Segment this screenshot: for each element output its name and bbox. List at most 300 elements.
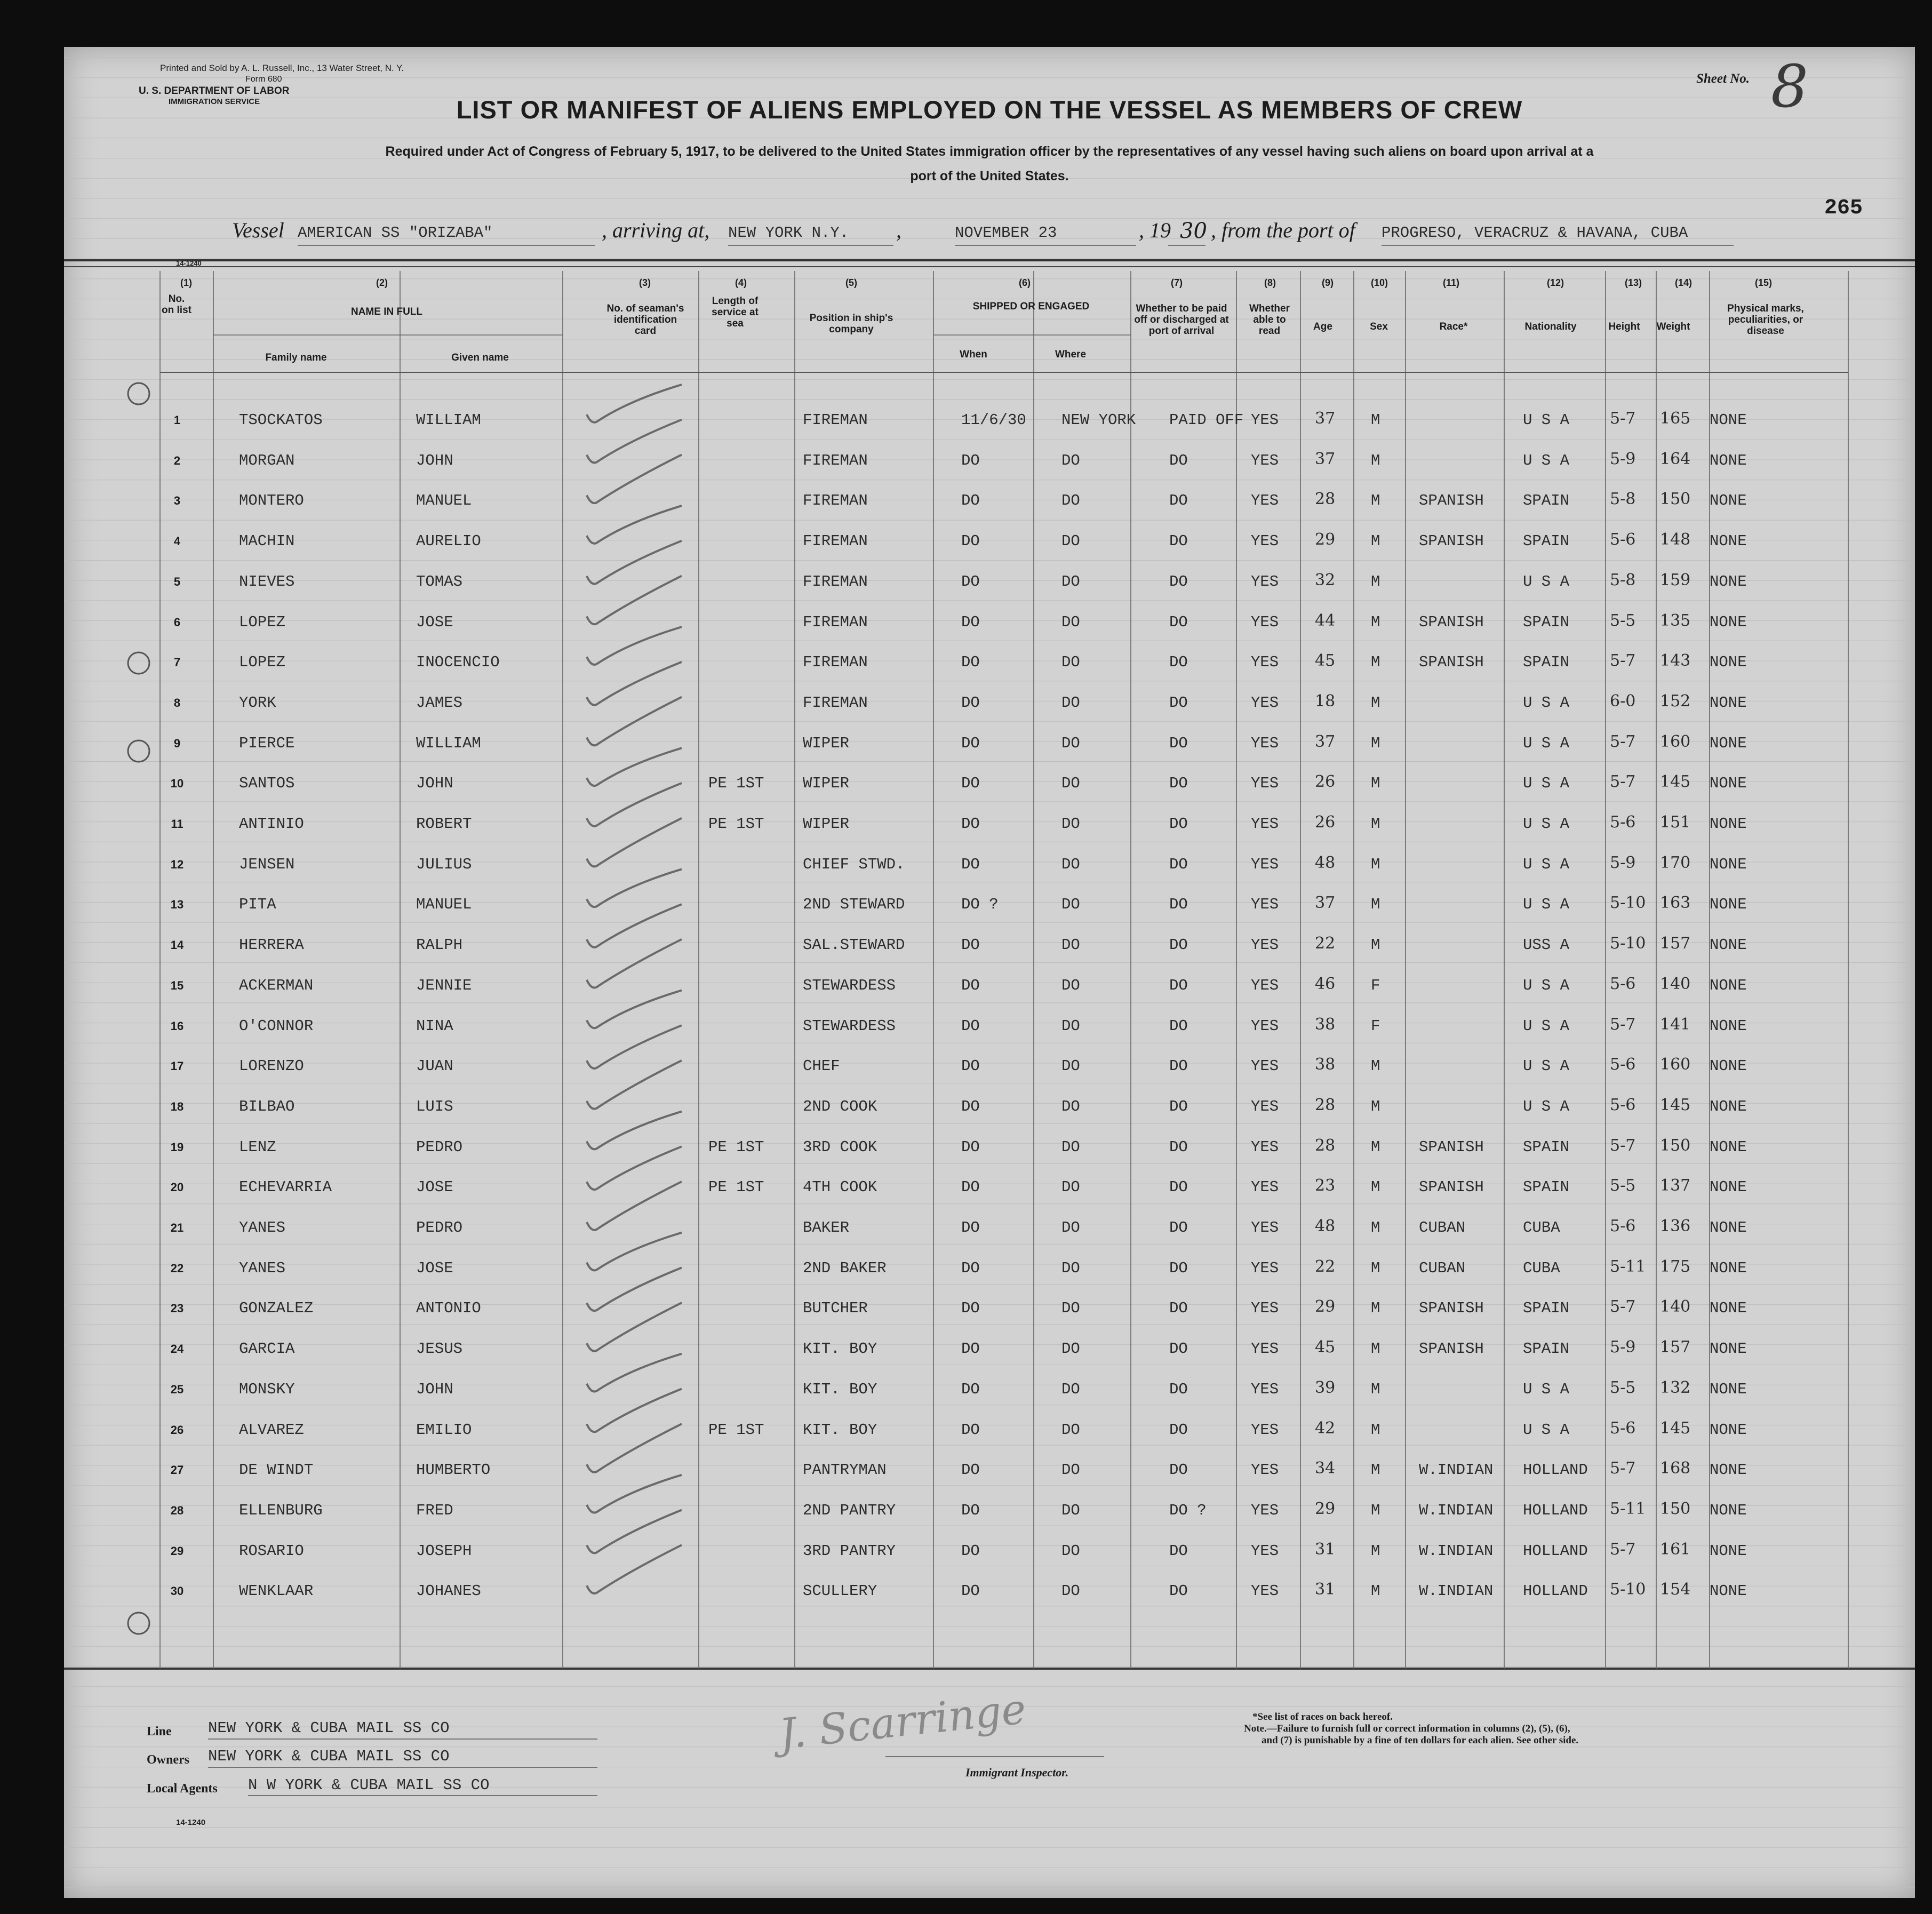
physical-marks: NONE bbox=[1710, 451, 1747, 469]
col-num-11: (11) bbox=[1443, 277, 1460, 288]
nationality: CUBA bbox=[1523, 1259, 1560, 1277]
able-to-read: YES bbox=[1251, 1299, 1279, 1318]
given-name: INOCENCIO bbox=[416, 653, 500, 672]
header-family-name: Family name bbox=[265, 352, 327, 363]
col-num-5: (5) bbox=[845, 277, 857, 288]
footer-form-number: 14-1240 bbox=[176, 1818, 206, 1827]
physical-marks: NONE bbox=[1710, 532, 1747, 551]
age: 45 bbox=[1315, 1338, 1336, 1357]
given-name: JULIUS bbox=[416, 855, 472, 873]
height: 5-7 bbox=[1610, 651, 1636, 671]
physical-marks: NONE bbox=[1710, 734, 1747, 752]
row-number: 24 bbox=[170, 1342, 184, 1356]
header-sex: Sex bbox=[1370, 321, 1388, 332]
paid-off-status: DO ? bbox=[1169, 1501, 1207, 1519]
weight: 170 bbox=[1660, 853, 1691, 872]
shipped-where: DO bbox=[1061, 613, 1080, 631]
vessel-label: Vessel bbox=[232, 218, 284, 242]
paid-off-status: DO bbox=[1169, 572, 1188, 591]
row-number: 30 bbox=[170, 1584, 184, 1598]
pencil-check-mark bbox=[587, 506, 682, 544]
binder-hole bbox=[128, 1613, 149, 1634]
able-to-read: YES bbox=[1251, 1582, 1279, 1600]
shipped-when: DO bbox=[961, 815, 980, 833]
nationality: HOLLAND bbox=[1523, 1542, 1588, 1560]
height: 5-7 bbox=[1610, 732, 1636, 751]
family-name: ACKERMAN bbox=[239, 976, 314, 994]
position: SCULLERY bbox=[803, 1582, 877, 1600]
family-name: ALVAREZ bbox=[239, 1421, 304, 1439]
able-to-read: YES bbox=[1251, 572, 1279, 591]
height: 5-11 bbox=[1610, 1257, 1646, 1276]
row-number: 11 bbox=[171, 817, 183, 831]
nationality: HOLLAND bbox=[1523, 1461, 1588, 1479]
weight: 145 bbox=[1660, 772, 1691, 792]
shipped-when: DO bbox=[961, 613, 980, 631]
weight: 160 bbox=[1660, 732, 1691, 751]
arriving-label: , arriving at, bbox=[602, 218, 710, 242]
age: 28 bbox=[1315, 1095, 1336, 1114]
paid-off-status: DO bbox=[1169, 613, 1188, 631]
nationality: U S A bbox=[1523, 572, 1570, 591]
position: 4TH COOK bbox=[803, 1178, 877, 1197]
able-to-read: YES bbox=[1251, 1017, 1279, 1035]
nationality: U S A bbox=[1523, 693, 1570, 712]
binder-hole bbox=[128, 652, 149, 674]
sex: F bbox=[1371, 976, 1380, 994]
age: 31 bbox=[1315, 1540, 1336, 1559]
nationality: U S A bbox=[1523, 1017, 1570, 1035]
able-to-read: YES bbox=[1251, 1461, 1279, 1479]
paid-off-status: DO bbox=[1169, 1421, 1188, 1439]
position: CHIEF STWD. bbox=[803, 855, 905, 873]
form-number: Form 680 bbox=[245, 75, 282, 84]
nationality: SPAIN bbox=[1523, 1138, 1570, 1156]
shipped-when: DO ? bbox=[961, 896, 999, 914]
nationality: U S A bbox=[1523, 896, 1570, 914]
row-number: 25 bbox=[170, 1382, 184, 1396]
row-number: 22 bbox=[170, 1261, 184, 1275]
shipped-where: DO bbox=[1061, 1299, 1080, 1318]
row-number: 10 bbox=[170, 777, 184, 791]
sex: M bbox=[1371, 1461, 1380, 1479]
footer-agents-label: Local Agents bbox=[147, 1782, 218, 1796]
age: 37 bbox=[1315, 409, 1336, 428]
sex: M bbox=[1371, 1097, 1380, 1115]
col-num-12: (12) bbox=[1547, 277, 1564, 288]
vessel-name: AMERICAN SS "ORIZABA" bbox=[298, 224, 493, 242]
height: 5-5 bbox=[1610, 1378, 1636, 1397]
height: 5-6 bbox=[1610, 1095, 1636, 1114]
shipped-where: DO bbox=[1061, 1340, 1080, 1358]
position: PANTRYMAN bbox=[803, 1461, 887, 1479]
nationality: SPAIN bbox=[1523, 1299, 1570, 1318]
able-to-read: YES bbox=[1251, 653, 1279, 672]
family-name: MACHIN bbox=[239, 532, 295, 551]
weight: 145 bbox=[1660, 1095, 1691, 1114]
col-num-8: (8) bbox=[1264, 277, 1276, 288]
row-number: 27 bbox=[170, 1463, 184, 1477]
race: SPANISH bbox=[1419, 1138, 1484, 1156]
height: 5-8 bbox=[1610, 570, 1636, 589]
sex: M bbox=[1371, 936, 1380, 954]
sex: M bbox=[1371, 693, 1380, 712]
shipped-where: DO bbox=[1061, 1138, 1080, 1156]
shipped-where: DO bbox=[1061, 693, 1080, 712]
family-name: YORK bbox=[239, 693, 276, 712]
physical-marks: NONE bbox=[1710, 936, 1747, 954]
race: SPANISH bbox=[1419, 1340, 1484, 1358]
row-number: 21 bbox=[170, 1221, 184, 1234]
height: 5-6 bbox=[1610, 974, 1636, 993]
paid-off-status: DO bbox=[1169, 1057, 1188, 1075]
height: 5-9 bbox=[1610, 1338, 1636, 1357]
shipped-where: DO bbox=[1061, 936, 1080, 954]
age: 26 bbox=[1315, 813, 1336, 832]
col-num-10: (10) bbox=[1371, 277, 1388, 288]
position: KIT. BOY bbox=[803, 1421, 877, 1439]
age: 46 bbox=[1315, 974, 1336, 993]
weight: 150 bbox=[1660, 1499, 1691, 1518]
shipped-when: DO bbox=[961, 1178, 980, 1197]
race: SPANISH bbox=[1419, 492, 1484, 510]
nationality: SPAIN bbox=[1523, 532, 1570, 551]
pencil-check-mark bbox=[587, 869, 682, 907]
sex: M bbox=[1371, 1057, 1380, 1075]
subtitle-line-1: Required under Act of Congress of February 5, 1917, to be delivered to the United States immigration officer by the representatives of any vessel having such aliens on board upon arrival at a bbox=[385, 144, 1594, 159]
shipped-where: DO bbox=[1061, 1178, 1080, 1197]
shipped-where: DO bbox=[1061, 492, 1080, 510]
weight: 145 bbox=[1660, 1418, 1691, 1438]
age: 31 bbox=[1315, 1580, 1336, 1599]
printer-credit: Printed and Sold by A. L. Russell, Inc., 13 Water Street, N. Y. bbox=[160, 63, 404, 73]
family-name: GONZALEZ bbox=[239, 1299, 314, 1318]
col-num-7: (7) bbox=[1171, 277, 1183, 288]
sex: M bbox=[1371, 1582, 1380, 1600]
physical-marks: NONE bbox=[1710, 572, 1747, 591]
row-number: 18 bbox=[170, 1099, 184, 1113]
race: SPANISH bbox=[1419, 613, 1484, 631]
physical-marks: NONE bbox=[1710, 1542, 1747, 1560]
position: CHEF bbox=[803, 1057, 840, 1075]
shipped-when: DO bbox=[961, 1461, 980, 1479]
pencil-check-mark bbox=[587, 420, 682, 463]
length-of-service: PE 1ST bbox=[708, 775, 764, 793]
sex: M bbox=[1371, 815, 1380, 833]
paid-off-status: DO bbox=[1169, 976, 1188, 994]
shipped-where: DO bbox=[1061, 1057, 1080, 1075]
shipped-when: DO bbox=[961, 1097, 980, 1115]
shipped-where: DO bbox=[1061, 451, 1080, 469]
weight: 135 bbox=[1660, 611, 1691, 630]
pencil-check-mark bbox=[587, 904, 682, 947]
paid-off-status: DO bbox=[1169, 1138, 1188, 1156]
pencil-check-mark bbox=[587, 541, 682, 584]
sex: M bbox=[1371, 1138, 1380, 1156]
nationality: U S A bbox=[1523, 734, 1570, 752]
pencil-check-mark bbox=[587, 627, 682, 665]
header-weight: Weight bbox=[1656, 321, 1690, 332]
sex: M bbox=[1371, 1340, 1380, 1358]
physical-marks: NONE bbox=[1710, 1057, 1747, 1075]
able-to-read: YES bbox=[1251, 1340, 1279, 1358]
physical-marks: NONE bbox=[1710, 1421, 1747, 1439]
able-to-read: YES bbox=[1251, 775, 1279, 793]
shipped-when: DO bbox=[961, 976, 980, 994]
height: 5-9 bbox=[1610, 449, 1636, 468]
weight: 161 bbox=[1660, 1540, 1691, 1559]
header-shipped-engaged: SHIPPED OR ENGAGED bbox=[972, 301, 1090, 312]
family-name: ROSARIO bbox=[239, 1542, 304, 1560]
weight: 157 bbox=[1660, 934, 1691, 953]
able-to-read: YES bbox=[1251, 1542, 1279, 1560]
shipped-when: DO bbox=[961, 1380, 980, 1398]
nationality: U S A bbox=[1523, 976, 1570, 994]
departure-ports: PROGRESO, VERACRUZ & HAVANA, CUBA bbox=[1382, 224, 1688, 242]
height: 5-7 bbox=[1610, 1015, 1636, 1034]
paid-off-status: PAID OFF bbox=[1169, 411, 1244, 429]
shipped-where: DO bbox=[1061, 734, 1080, 752]
col-num-4: (4) bbox=[735, 277, 747, 288]
given-name: EMILIO bbox=[416, 1421, 472, 1439]
service-name: IMMIGRATION SERVICE bbox=[169, 97, 260, 106]
physical-marks: NONE bbox=[1710, 1340, 1747, 1358]
given-name: MANUEL bbox=[416, 896, 472, 914]
given-name: PEDRO bbox=[416, 1138, 463, 1156]
family-name: MONTERO bbox=[239, 492, 304, 510]
sex: M bbox=[1371, 653, 1380, 672]
header-no-on-list: No. on list bbox=[162, 293, 191, 316]
inspector-signature: J. Scarringe bbox=[777, 1685, 1028, 1759]
length-of-service: PE 1ST bbox=[708, 1138, 764, 1156]
given-name: ROBERT bbox=[416, 815, 472, 833]
family-name: WENKLAAR bbox=[239, 1582, 314, 1600]
family-name: LOPEZ bbox=[239, 613, 286, 631]
physical-marks: NONE bbox=[1710, 855, 1747, 873]
col-num-13: (13) bbox=[1625, 277, 1642, 288]
pencil-check-mark bbox=[587, 1303, 682, 1351]
paid-off-status: DO bbox=[1169, 492, 1188, 510]
position: KIT. BOY bbox=[803, 1340, 877, 1358]
paid-off-status: DO bbox=[1169, 1259, 1188, 1277]
weight: 157 bbox=[1660, 1338, 1691, 1357]
header-nationality: Nationality bbox=[1524, 321, 1577, 332]
header-paid-off: Whether to be paid off or discharged at port of arrival bbox=[1134, 303, 1229, 337]
pencil-check-mark bbox=[587, 991, 682, 1028]
row-number: 29 bbox=[170, 1544, 184, 1558]
position: WIPER bbox=[803, 775, 850, 793]
shipped-when: DO bbox=[961, 1501, 980, 1519]
height: 5-8 bbox=[1610, 490, 1636, 509]
given-name: AURELIO bbox=[416, 532, 481, 551]
row-number: 8 bbox=[173, 696, 181, 709]
able-to-read: YES bbox=[1251, 1380, 1279, 1398]
sex: M bbox=[1371, 1380, 1380, 1398]
able-to-read: YES bbox=[1251, 451, 1279, 469]
given-name: JOHN bbox=[416, 451, 453, 469]
physical-marks: NONE bbox=[1710, 1097, 1747, 1115]
able-to-read: YES bbox=[1251, 613, 1279, 631]
given-name: TOMAS bbox=[416, 572, 463, 591]
weight: 140 bbox=[1660, 974, 1691, 993]
height: 5-6 bbox=[1610, 1418, 1636, 1438]
family-name: PITA bbox=[239, 896, 276, 914]
page-title: LIST OR MANIFEST OF ALIENS EMPLOYED ON THE VESSEL AS MEMBERS OF CREW bbox=[456, 95, 1523, 124]
weight: 154 bbox=[1660, 1580, 1691, 1599]
family-name: YANES bbox=[239, 1259, 286, 1277]
physical-marks: NONE bbox=[1710, 653, 1747, 672]
header-id-card: No. of seaman's identification card bbox=[606, 303, 684, 337]
position: WIPER bbox=[803, 815, 850, 833]
pencil-check-mark bbox=[587, 1146, 682, 1190]
family-name: SANTOS bbox=[239, 775, 295, 793]
height: 6-0 bbox=[1610, 691, 1636, 711]
row-number: 5 bbox=[173, 575, 181, 588]
weight: 141 bbox=[1660, 1015, 1691, 1034]
position: FIREMAN bbox=[803, 451, 868, 469]
family-name: O'CONNOR bbox=[239, 1017, 314, 1035]
manifest-sheet bbox=[64, 47, 1915, 1898]
height: 5-6 bbox=[1610, 813, 1636, 832]
shipped-when: DO bbox=[961, 936, 980, 954]
given-name: JOHN bbox=[416, 1380, 453, 1398]
height: 5-7 bbox=[1610, 409, 1636, 428]
header-given-name: Given name bbox=[451, 352, 509, 363]
pencil-check-mark bbox=[587, 1182, 682, 1230]
pencil-check-mark bbox=[587, 783, 682, 826]
physical-marks: NONE bbox=[1710, 411, 1747, 429]
header-able-to-read: Whether able to read bbox=[1249, 303, 1290, 337]
col-num-15: (15) bbox=[1755, 277, 1773, 288]
able-to-read: YES bbox=[1251, 936, 1279, 954]
nationality: U S A bbox=[1523, 1421, 1570, 1439]
row-number: 15 bbox=[170, 978, 184, 992]
nationality: SPAIN bbox=[1523, 613, 1570, 631]
shipped-where: DO bbox=[1061, 572, 1080, 591]
paid-off-status: DO bbox=[1169, 1340, 1188, 1358]
shipped-when: DO bbox=[961, 492, 980, 510]
pencil-check-mark bbox=[587, 1424, 682, 1472]
position: 2ND STEWARD bbox=[803, 896, 905, 914]
paid-off-status: DO bbox=[1169, 1542, 1188, 1560]
given-name: MANUEL bbox=[416, 492, 472, 510]
family-name: DE WINDT bbox=[239, 1461, 314, 1479]
pencil-check-mark bbox=[587, 1510, 682, 1553]
age: 39 bbox=[1315, 1378, 1336, 1397]
shipped-when: DO bbox=[961, 1299, 980, 1318]
paid-off-status: DO bbox=[1169, 1461, 1188, 1479]
form-stamp: 14-1240 bbox=[176, 259, 202, 267]
physical-marks: NONE bbox=[1710, 1219, 1747, 1237]
pencil-check-mark bbox=[587, 1475, 682, 1513]
shipped-when: DO bbox=[961, 1138, 980, 1156]
physical-marks: NONE bbox=[1710, 1501, 1747, 1519]
shipped-when: DO bbox=[961, 1017, 980, 1035]
race: SPANISH bbox=[1419, 1178, 1484, 1197]
shipped-where: DO bbox=[1061, 1017, 1080, 1035]
nationality: CUBA bbox=[1523, 1219, 1560, 1237]
weight: 136 bbox=[1660, 1217, 1691, 1235]
paid-off-status: DO bbox=[1169, 936, 1188, 954]
able-to-read: YES bbox=[1251, 815, 1279, 833]
age: 29 bbox=[1315, 530, 1336, 549]
given-name: PEDRO bbox=[416, 1219, 463, 1237]
nationality: SPAIN bbox=[1523, 1178, 1570, 1197]
header-age: Age bbox=[1313, 321, 1332, 332]
age: 28 bbox=[1315, 490, 1336, 509]
family-name: ELLENBURG bbox=[239, 1501, 323, 1519]
shipped-where: DO bbox=[1061, 1219, 1080, 1237]
length-of-service: PE 1ST bbox=[708, 1421, 764, 1439]
able-to-read: YES bbox=[1251, 855, 1279, 873]
weight: 150 bbox=[1660, 1136, 1691, 1155]
page-number: 265 bbox=[1824, 196, 1863, 220]
shipped-when: DO bbox=[961, 1057, 980, 1075]
year-suffix: 30 bbox=[1180, 219, 1207, 243]
physical-marks: NONE bbox=[1710, 815, 1747, 833]
pencil-check-mark bbox=[587, 1354, 682, 1392]
age: 45 bbox=[1315, 651, 1336, 671]
height: 5-7 bbox=[1610, 772, 1636, 792]
given-name: JESUS bbox=[416, 1340, 463, 1358]
position: SAL.STEWARD bbox=[803, 936, 905, 954]
paid-off-status: DO bbox=[1169, 855, 1188, 873]
arrival-date: NOVEMBER 23 bbox=[955, 224, 1057, 242]
paid-off-status: DO bbox=[1169, 815, 1188, 833]
sheet-number-label: Sheet No. bbox=[1696, 71, 1750, 86]
length-of-service: PE 1ST bbox=[708, 815, 764, 833]
from-port-label: , from the port of bbox=[1211, 218, 1355, 242]
weight: 132 bbox=[1660, 1378, 1691, 1397]
age: 42 bbox=[1315, 1418, 1336, 1438]
header-race: Race* bbox=[1439, 321, 1468, 332]
shipped-where: DO bbox=[1061, 1259, 1080, 1277]
pencil-check-mark bbox=[587, 818, 682, 867]
pencil-check-mark bbox=[587, 1233, 682, 1271]
nationality: HOLLAND bbox=[1523, 1501, 1588, 1519]
paid-off-status: DO bbox=[1169, 734, 1188, 752]
paid-off-status: DO bbox=[1169, 1582, 1188, 1600]
row-number: 26 bbox=[170, 1423, 184, 1437]
weight: 148 bbox=[1660, 530, 1691, 549]
nationality: SPAIN bbox=[1523, 492, 1570, 510]
able-to-read: YES bbox=[1251, 1138, 1279, 1156]
weight: 165 bbox=[1660, 409, 1691, 428]
shipped-when: DO bbox=[961, 532, 980, 551]
given-name: JOSE bbox=[416, 1178, 453, 1197]
height: 5-5 bbox=[1610, 611, 1636, 630]
height: 5-10 bbox=[1610, 1580, 1646, 1599]
race: W.INDIAN bbox=[1419, 1501, 1494, 1519]
paid-off-status: DO bbox=[1169, 653, 1188, 672]
nationality: U S A bbox=[1523, 1057, 1570, 1075]
header-height: Height bbox=[1608, 321, 1640, 332]
family-name: LORENZO bbox=[239, 1057, 304, 1075]
department-name: U. S. DEPARTMENT OF LABOR bbox=[139, 85, 290, 97]
footer-line-value: NEW YORK & CUBA MAIL SS CO bbox=[208, 1719, 450, 1737]
row-number: 17 bbox=[170, 1059, 184, 1073]
row-number: 16 bbox=[170, 1019, 184, 1033]
pencil-check-mark bbox=[587, 454, 682, 503]
age: 37 bbox=[1315, 894, 1336, 913]
family-name: LOPEZ bbox=[239, 653, 286, 672]
sex: F bbox=[1371, 1017, 1380, 1035]
physical-marks: NONE bbox=[1710, 613, 1747, 631]
pencil-check-mark bbox=[587, 1389, 682, 1432]
age: 48 bbox=[1315, 1217, 1336, 1235]
col-num-3: (3) bbox=[639, 277, 651, 288]
height: 5-6 bbox=[1610, 1055, 1636, 1074]
